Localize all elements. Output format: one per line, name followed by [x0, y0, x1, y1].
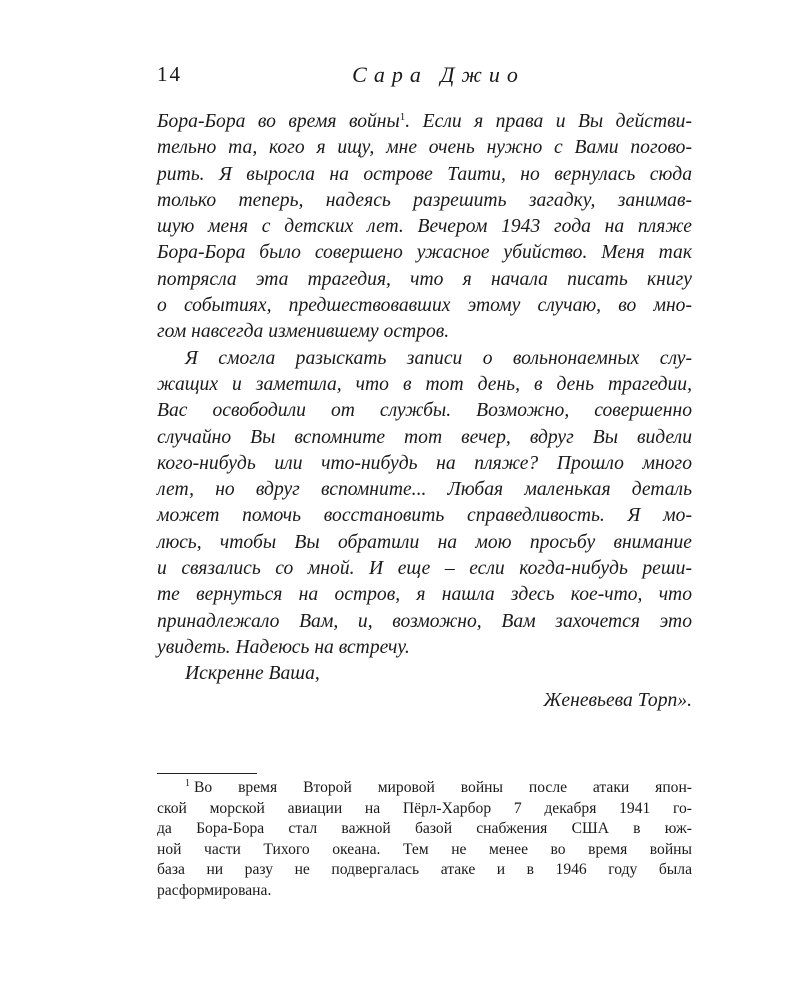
text-line: те вернуться на остров, я нашла здесь кое-что, что	[157, 584, 692, 606]
text-line: увидеть. Надеюсь на встречу.	[157, 636, 410, 658]
text-line: только теперь, надеясь разрешить загадку, занимав-	[157, 189, 692, 211]
text-line: тельно та, кого я ищу, мне очень нужно с Вами погово-	[157, 137, 692, 159]
text-line: Вас освободили от службы. Возможно, совершенно	[157, 400, 692, 422]
page-header	[157, 62, 692, 92]
text-line: принадлежало Вам, и, возможно, Вам захочется это	[157, 610, 692, 632]
footnote-marker: 1	[185, 778, 190, 789]
letter-body	[157, 109, 692, 714]
footnote-line: ской морской авиации на Пёрл-Харбор 7 декабря 1941 го-	[157, 799, 692, 817]
text-line: Я смогла разыскать записи о вольнонаемных слу-	[185, 347, 692, 369]
text-line: жащих и заметила, что в тот день, в день трагедии,	[157, 373, 692, 395]
footnote-line: $^1$ Во время Второй мировой войны после атаки япон-	[185, 778, 692, 796]
footnote-divider	[157, 773, 257, 774]
text-line: люсь, чтобы Вы обратили на мою просьбу внимание	[157, 531, 692, 553]
text-line: шую меня с детских лет. Вечером 1943 года на пляже	[157, 216, 692, 238]
footnote	[157, 778, 692, 901]
text-line: рить. Я выросла на острове Таити, но вернулась сюда	[157, 163, 692, 185]
footnote-line: ной части Тихого океана. Тем не менее во время войны	[157, 840, 692, 858]
text-line: кого-нибудь или что-нибудь на пляже? Прошло много	[157, 452, 692, 474]
text-line: Бора-Бора было совершено ужасное убийство. Меня так	[157, 242, 692, 264]
signature-name: Женевьева Торп».	[543, 689, 692, 711]
closing-salutation: Искренне Ваша,	[185, 663, 320, 685]
text-line: случайно Вы вспомните тот вечер, вдруг Вы видели	[157, 426, 692, 448]
text-line: о событиях, предшествовавших этому случаю, во мно-	[157, 295, 692, 317]
page-number: 14	[157, 62, 182, 86]
text-line: гом навсегда изменившему остров.	[157, 321, 450, 343]
footnote-line: расформирована.	[157, 881, 272, 899]
footnote-line: база ни разу не подвергалась атаке и в 1946 году была	[157, 861, 692, 878]
text-line: лет, но вдруг вспомните... Любая маленькая деталь	[157, 479, 692, 501]
running-head-author: Сара Джио	[352, 62, 525, 87]
text-line: Бора-Бора во время войны$^1$. Если я права и Вы действи-	[157, 111, 692, 132]
footnote-reference: 1	[399, 111, 406, 123]
text-line: и связались со мной. И еще – если когда-нибудь реши-	[157, 558, 692, 580]
footnote-line: да Бора-Бора стал важной базой снабжения США в юж-	[157, 820, 692, 837]
text-line: может помочь восстановить справедливость. Я мо-	[157, 505, 692, 527]
text-line: потрясла эта трагедия, что я начала писать книгу	[157, 268, 692, 290]
